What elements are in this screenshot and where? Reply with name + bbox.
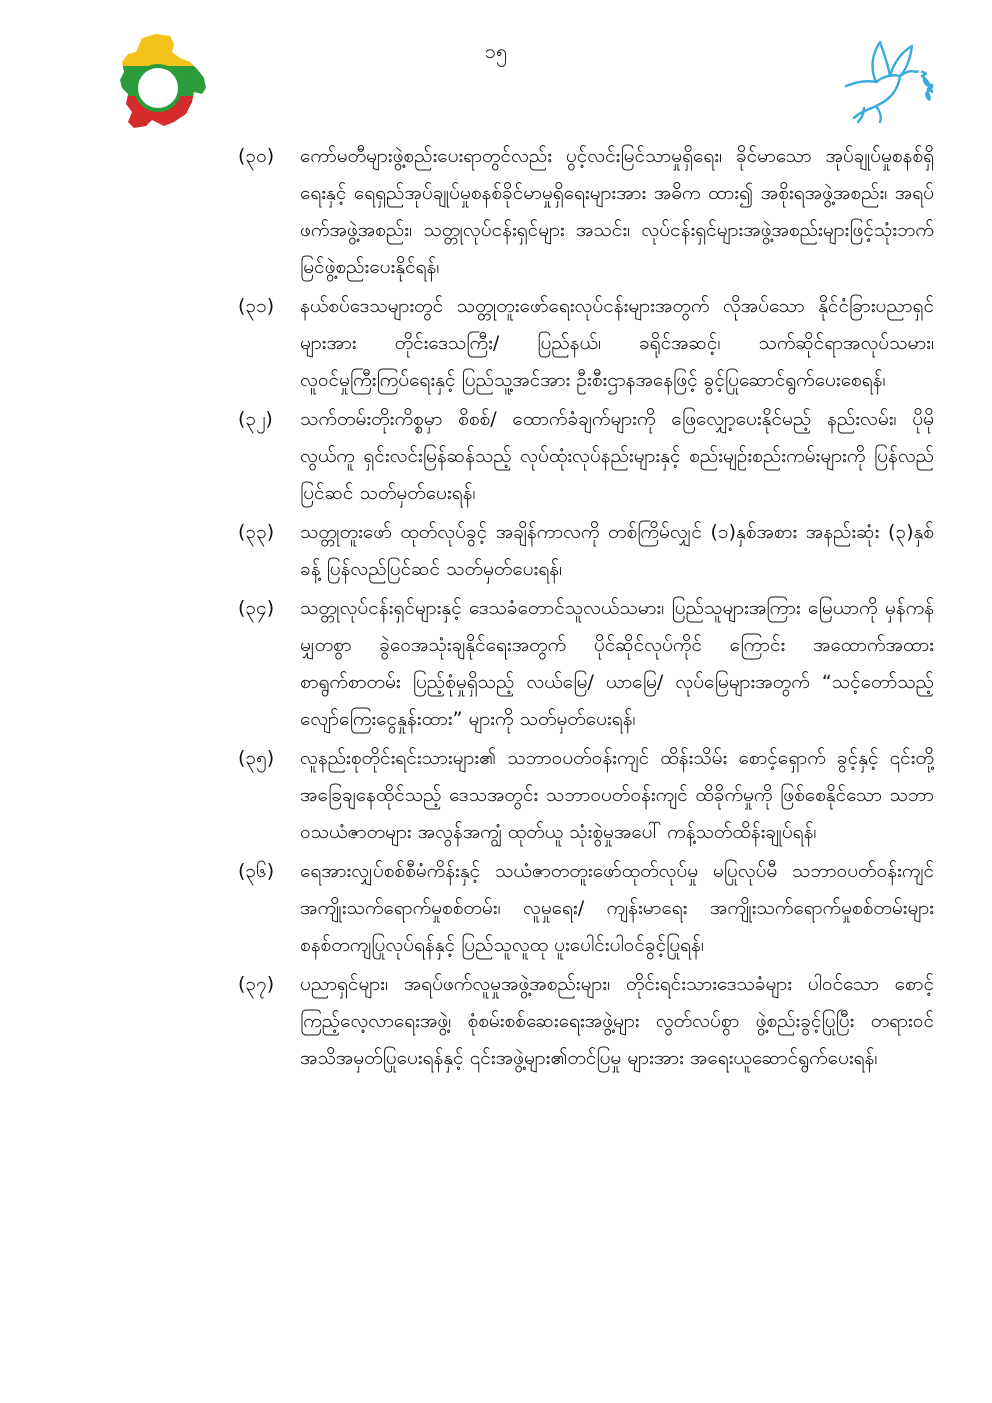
clause-number: (၃၆) — [238, 860, 275, 882]
clause-number: (၃၄) — [238, 597, 275, 619]
clause-text: ရေအားလျှပ်စစ်စီမံကိန်းနှင့် သယံဇာတတူးဖော်ထုတ်လုပ်မှု မပြုလုပ်မီ သဘာဝပတ်ဝန်းကျင်အကျိုးသက်ရောက်မှုစစ်တမ်း၊ လူမှုရေး/ ကျန်းမာရေး အကျိုးသက်ရောက်မှုစစ်တမ်းများ စနစ်တကျပြုလုပ်ရန်နှင့် ပြည်သူလူထု ပူးပေါင်းပါဝင်ခွင့်ပြုရန်၊ — [300, 860, 934, 956]
clause-text: သတ္တုလုပ်ငန်းရှင်များနှင့် ဒေသခံတောင်သူလယ်သမား၊ ပြည်သူများအကြား မြေယာကို မှန်ကန်မျှတစွာ ခွဲဝေအသုံးချနိုင်ရေးအတွက် ပိုင်ဆိုင်လုပ်ကိုင် ကြောင်း အထောက်အထားစာရွက်စာတမ်း ပြည့်စုံမှုရှိသည့် လယ်မြေ/ ယာမြေ/ လုပ်မြေများအတွက် “သင့်တော်သည့် လျော်ကြေးငွေနှုန်းထား” များကို သတ်မှတ်ပေးရန်၊ — [300, 597, 934, 730]
clause-item — [238, 853, 934, 964]
clause-item — [238, 401, 934, 512]
clause-text: သတ္တုတူးဖော် ထုတ်လုပ်ခွင့် အချိန်ကာလကို တစ်ကြိမ်လျှင် (၁)နှစ်အစား အနည်းဆုံး (၃)နှစ်ခန့် ပြန်လည်ပြင်ဆင် သတ်မှတ်ပေးရန်၊ — [300, 521, 934, 580]
clause-number: (၃၅) — [238, 747, 275, 769]
clause-text: နယ်စပ်ဒေသများတွင် သတ္တုတူးဖော်ရေးလုပ်ငန်းများအတွက် လိုအပ်သော နိုင်ငံခြားပညာရှင်များအား တိုင်းဒေသကြီး/ ပြည်နယ်၊ ခရိုင်အဆင့်၊ သက်ဆိုင်ရာအလုပ်သမား၊ လူဝင်မှုကြီးကြပ်ရေးနှင့် ပြည်သူ့အင်အား ဦးစီးဌာနအနေဖြင့် ခွင့်ပြုဆောင်ရွက်ပေးစေရန်၊ — [300, 295, 934, 391]
clause-text: ကော်မတီများဖွဲ့စည်းပေးရာတွင်လည်း ပွင့်လင်းမြင်သာမှုရှိရေး၊ ခိုင်မာသော အုပ်ချုပ်မှုစနစ်ရှိရေးနှင့် ရေရှည်အုပ်ချုပ်မှုစနစ်ခိုင်မာမှုရှိရေးများအား အဓိက ထား၍ အစိုးရအဖွဲ့အစည်း၊ အရပ်ဖက်အဖွဲ့အစည်း၊ သတ္တုလုပ်ငန်းရှင်များ အသင်း၊ လုပ်ငန်းရှင်များအဖွဲ့အစည်းများဖြင့်သုံးဘက်မြင်ဖွဲ့စည်းပေးနိုင်ရန်၊ — [300, 145, 934, 278]
page-number: ၁၅ — [484, 39, 508, 63]
clause-number: (၃၂) — [238, 408, 273, 430]
clause-number: (၃၁) — [238, 295, 275, 317]
clause-number: (၃၃) — [238, 521, 275, 543]
clause-number: (၃၇) — [238, 973, 275, 995]
clause-text: ပညာရှင်များ၊ အရပ်ဖက်လူမှုအဖွဲ့အစည်းများ၊ တိုင်းရင်းသားဒေသခံများ ပါဝင်သော စောင့်ကြည့်လေ့လာရေးအဖွဲ့၊ စုံစမ်းစစ်ဆေးရေးအဖွဲ့များ လွတ်လပ်စွာ ဖွဲ့စည်းခွင့်ပြုပြီး တရားဝင်အသိအမှတ်ပြုပေးရန်နှင့် ၎င်းအဖွဲ့များ၏တင်ပြမှု များအား အရေးယူဆောင်ရွက်ပေးရန်၊ — [300, 973, 934, 1069]
clause-text: သက်တမ်းတိုးကိစ္စမှာ စိစစ်/ ထောက်ခံချက်များကို ဖြေလျှော့ပေးနိုင်မည့် နည်းလမ်း၊ ပိုမိုလွယ်ကူ ရှင်းလင်းမြန်ဆန်သည့် လုပ်ထုံးလုပ်နည်းများနှင့် စည်းမျဉ်းစည်းကမ်းများကို ပြန်လည်ပြင်ဆင် သတ်မှတ်ပေးရန်၊ — [300, 408, 934, 504]
clause-item — [238, 514, 934, 588]
clause-item — [238, 966, 934, 1077]
clause-item — [238, 740, 934, 851]
clause-item — [238, 288, 934, 399]
clauses-list — [238, 138, 934, 1079]
peace-dove-with-olive-branch-icon — [836, 36, 936, 126]
clause-text: လူနည်းစုတိုင်းရင်းသားများ၏ သဘာဝပတ်ဝန်းကျင် ထိန်းသိမ်း စောင့်ရှောက် ခွင့်နှင့် ၎င်းတို့ အခြေချနေထိုင်သည့် ဒေသအတွင်း သဘာဝပတ်ဝန်းကျင် ထိခိုက်မှုကို ဖြစ်စေနိုင်သော သဘာဝသယံဇာတများ အလွန်အကျွံ ထုတ်ယူ သုံးစွဲမှုအပေါ် ကန့်သတ်ထိန်းချုပ်ရန်၊ — [300, 747, 934, 843]
clause-item — [238, 138, 934, 286]
clause-number: (၃၀) — [238, 145, 275, 167]
clause-item — [238, 590, 934, 738]
